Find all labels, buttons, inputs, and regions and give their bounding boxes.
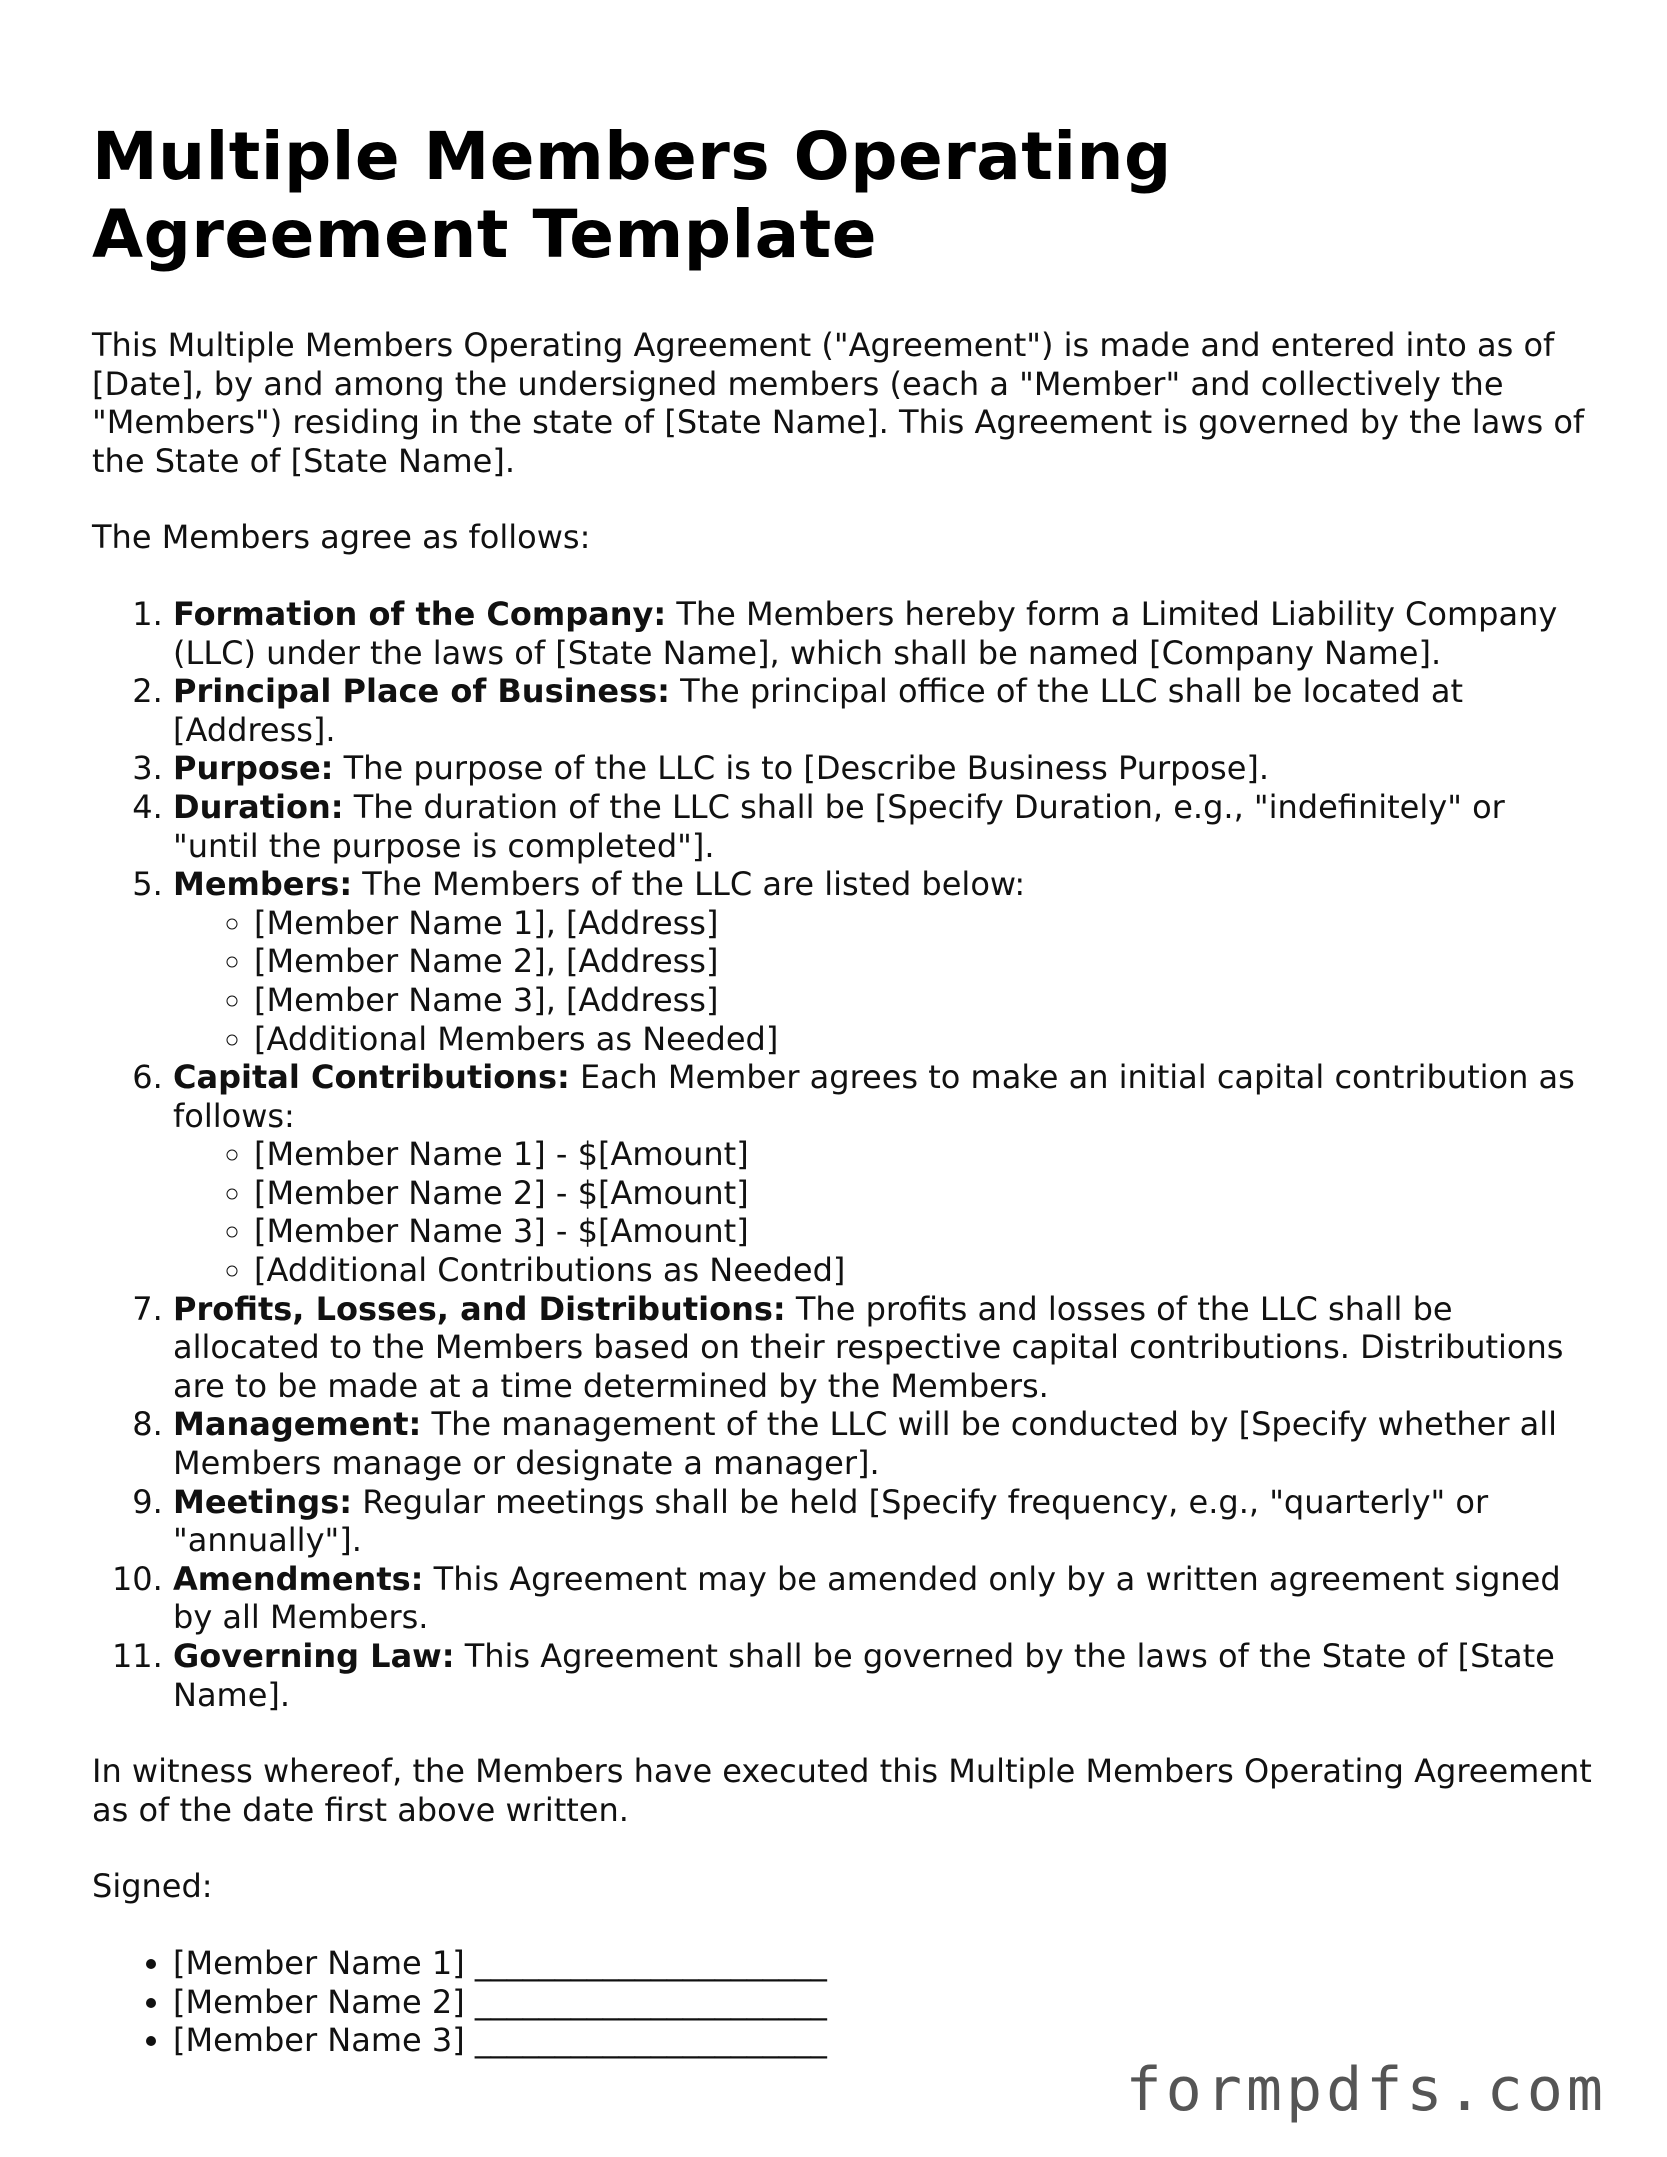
section-item (173, 1290, 1592, 1406)
section-heading: Principal Place of Business: (173, 672, 670, 711)
section-heading: Purpose: (173, 749, 334, 788)
section-heading: Members: (173, 865, 353, 904)
signature-list (92, 1944, 1592, 2060)
section-heading: Duration: (173, 787, 344, 826)
list-item: ◦ [Member Name 2], [Address] (254, 942, 1592, 981)
section-item (173, 788, 1592, 865)
section-item (173, 1483, 1592, 1560)
intro-paragraph: This Multiple Members Operating Agreement ("Agreement") is made and entered into as of [Date], by and among the undersigned members (each a "Member" and collectively the "Members") residing in the state of [State Name]. This Agreement is governed by the laws of the State of [State Name]. (92, 326, 1585, 480)
section-item (173, 595, 1592, 672)
list-item: ◦ [Member Name 3], [Address] (254, 981, 1592, 1020)
section-heading: Governing Law: (173, 1637, 455, 1675)
section-text: The Members hereby form a Limited Liability Company (LLC) under the laws of [State Name], which shall be named [Company Name]. (173, 594, 1558, 672)
witness-paragraph: In witness whereof, the Members have executed this Multiple Members Operating Agreement as of the date first above written. (92, 1752, 1592, 1829)
section-heading: Amendments: (173, 1559, 424, 1598)
members-sublist (173, 904, 1592, 1058)
section-text: This Agreement may be amended only by a written agreement signed by all Members. (173, 1559, 1561, 1637)
signature-line: • [Member Name 1] ______________________ (173, 1944, 1592, 1983)
section-heading: Capital Contributions: (173, 1058, 570, 1097)
sections-list (92, 595, 1592, 1714)
list-item: ◦ [Member Name 1] - $[Amount] (254, 1135, 1592, 1174)
section-text: This Agreement shall be governed by the laws of the State of [State Name]. (173, 1637, 1555, 1714)
list-item: ◦ [Member Name 3] - $[Amount] (254, 1212, 1592, 1251)
section-item (173, 865, 1592, 1058)
section-text: The purpose of the LLC is to [Describe Business Purpose]. (333, 749, 1270, 788)
list-item: ◦ [Additional Contributions as Needed] (254, 1251, 1592, 1290)
contributions-sublist (173, 1135, 1592, 1289)
section-item (173, 1058, 1592, 1290)
section-text: Regular meetings shall be held [Specify frequency, e.g., "quarterly" or "annually"]. (173, 1482, 1489, 1560)
signature-line: • [Member Name 2] ______________________ (173, 1983, 1592, 2022)
section-text: The management of the LLC will be conducted by [Specify whether all Members manage or designate a manager]. (173, 1405, 1558, 1483)
agree-line: The Members agree as follows: (92, 518, 591, 557)
section-heading: Management: (173, 1405, 422, 1444)
signed-label: Signed: (92, 1867, 213, 1906)
list-item: ◦ [Additional Members as Needed] (254, 1020, 1592, 1059)
section-item (173, 1637, 1592, 1714)
signature-line: • [Member Name 3] ______________________ (173, 2021, 1592, 2060)
section-text: The Members of the LLC are listed below: (352, 865, 1026, 904)
document-title: Multiple Members Operating Agreement Template (92, 118, 1172, 273)
section-item (173, 1405, 1592, 1482)
list-item: ◦ [Member Name 2] - $[Amount] (254, 1174, 1592, 1213)
section-heading: Profits, Losses, and Distributions: (173, 1289, 786, 1328)
document-page (92, 118, 1592, 2060)
section-heading: Meetings: (173, 1482, 353, 1521)
section-item (173, 1560, 1592, 1637)
section-heading: Formation of the Company: (173, 594, 667, 633)
section-item (173, 672, 1592, 749)
watermark: formpdfs.com (1125, 2055, 1607, 2125)
section-text: The profits and losses of the LLC shall be allocated to the Members based on their respective capital contributions. Distributions are to be made at a time determined by the Members. (173, 1289, 1564, 1405)
section-text: The duration of the LLC shall be [Specify Duration, e.g., "indefinitely" or "until the purpose is completed"]. (173, 787, 1505, 865)
list-item: ◦ [Member Name 1], [Address] (254, 904, 1592, 943)
section-text: Each Member agrees to make an initial capital contribution as follows: (173, 1058, 1575, 1135)
section-text: The principal office of the LLC shall be located at [Address]. (173, 672, 1464, 749)
section-item (173, 749, 1592, 788)
